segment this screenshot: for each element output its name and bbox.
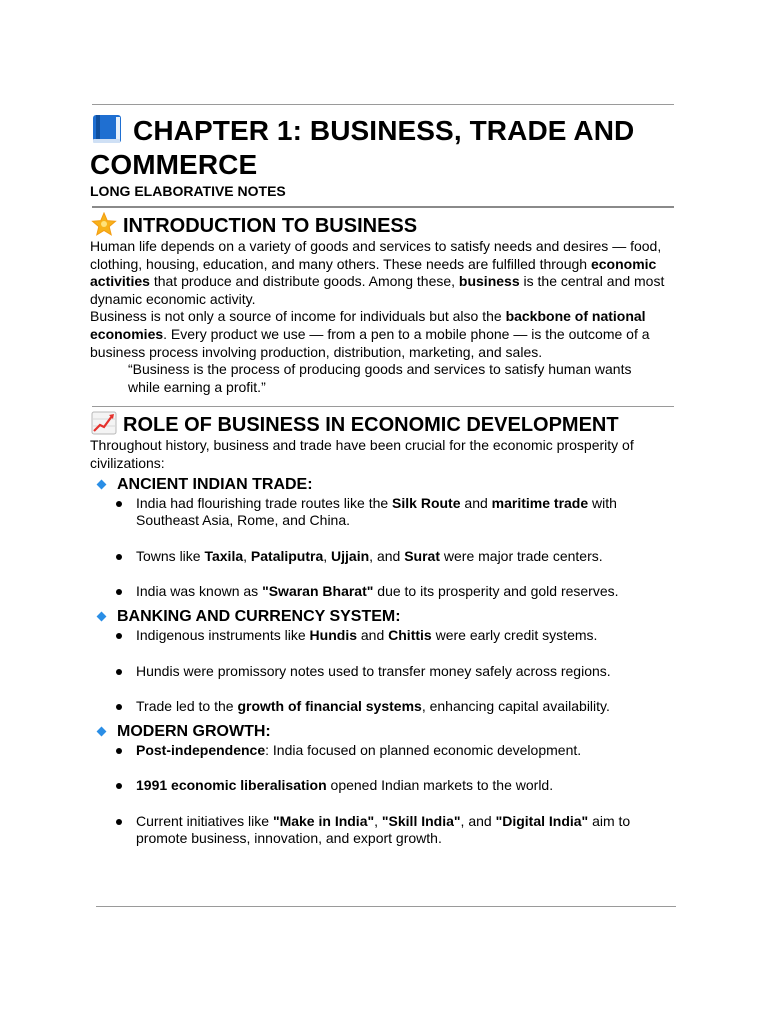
section-divider-1 xyxy=(92,206,674,208)
bullet-icon xyxy=(116,704,122,710)
chart-increasing-icon xyxy=(90,411,118,435)
intro-paragraph-1: Human life depends on a variety of goods and services to satisfy needs and desires — food, clothing, housing, education, and many others. These needs are fulfilled through economic activities that produce and distribute goods. Among these, business is the central and most dynamic economic activity. xyxy=(90,238,665,307)
list-item: 1991 economic liberalisation opened Indian markets to the world. xyxy=(90,777,678,795)
chapter-subtitle: LONG ELABORATIVE NOTES xyxy=(90,183,286,199)
chapter-title: CHAPTER 1: BUSINESS, TRADE AND COMMERCE xyxy=(90,115,635,180)
bullet-icon xyxy=(116,783,122,789)
intro-paragraph-2: Business is not only a source of income for individuals but also the backbone of national economies. Every product we use — from a pen to a mobile phone — is the outcome of a business process involving production, distribution, marketing, and sales. xyxy=(90,308,650,360)
business-definition-quote: “Business is the process of producing goods and services to satisfy human wants while earning a profit.” xyxy=(128,361,632,395)
glowing-star-icon xyxy=(90,212,118,236)
list-item: Trade led to the growth of financial systems, enhancing capital availability. xyxy=(90,698,678,716)
bullet-icon xyxy=(116,554,122,560)
modern-growth-heading: MODERN GROWTH: xyxy=(90,722,678,742)
role-intro: Throughout history, business and trade have been crucial for the economic prosperity of civilizations: xyxy=(90,437,634,471)
list-item: India had flourishing trade routes like the Silk Route and maritime trade with Southeast Asia, Rome, and China. xyxy=(90,495,678,530)
bottom-divider xyxy=(96,906,676,907)
list-item: Towns like Taxila, Pataliputra, Ujjain, and Surat were major trade centers. xyxy=(90,548,678,566)
blue-book-icon xyxy=(90,113,124,145)
banking-list xyxy=(90,627,678,716)
section-divider-2 xyxy=(92,406,674,407)
list-item: India was known as "Swaran Bharat" due to its prosperity and gold reserves. xyxy=(90,583,678,601)
bullet-icon xyxy=(116,819,122,825)
intro-heading: INTRODUCTION TO BUSINESS xyxy=(90,212,678,238)
blue-diamond-icon xyxy=(97,480,107,490)
document-page xyxy=(90,0,678,854)
ancient-trade-list xyxy=(90,495,678,601)
blue-diamond-icon xyxy=(97,727,107,737)
ancient-trade-heading: ANCIENT INDIAN TRADE: xyxy=(90,475,678,495)
blue-diamond-icon xyxy=(97,612,107,622)
bullet-icon xyxy=(116,633,122,639)
role-heading: ROLE OF BUSINESS IN ECONOMIC DEVELOPMENT xyxy=(90,411,678,437)
modern-growth-list xyxy=(90,742,678,848)
bullet-icon xyxy=(116,501,122,507)
list-item: Indigenous instruments like Hundis and Chittis were early credit systems. xyxy=(90,627,678,645)
banking-heading: BANKING AND CURRENCY SYSTEM: xyxy=(90,607,678,627)
bullet-icon xyxy=(116,589,122,595)
bullet-icon xyxy=(116,748,122,754)
list-item: Post-independence: India focused on planned economic development. xyxy=(90,742,678,760)
list-item: Hundis were promissory notes used to transfer money safely across regions. xyxy=(90,663,678,681)
top-divider xyxy=(92,104,674,105)
bullet-icon xyxy=(116,669,122,675)
list-item: Current initiatives like "Make in India", "Skill India", and "Digital India" aim to promote business, innovation, and export growth. xyxy=(90,813,678,848)
